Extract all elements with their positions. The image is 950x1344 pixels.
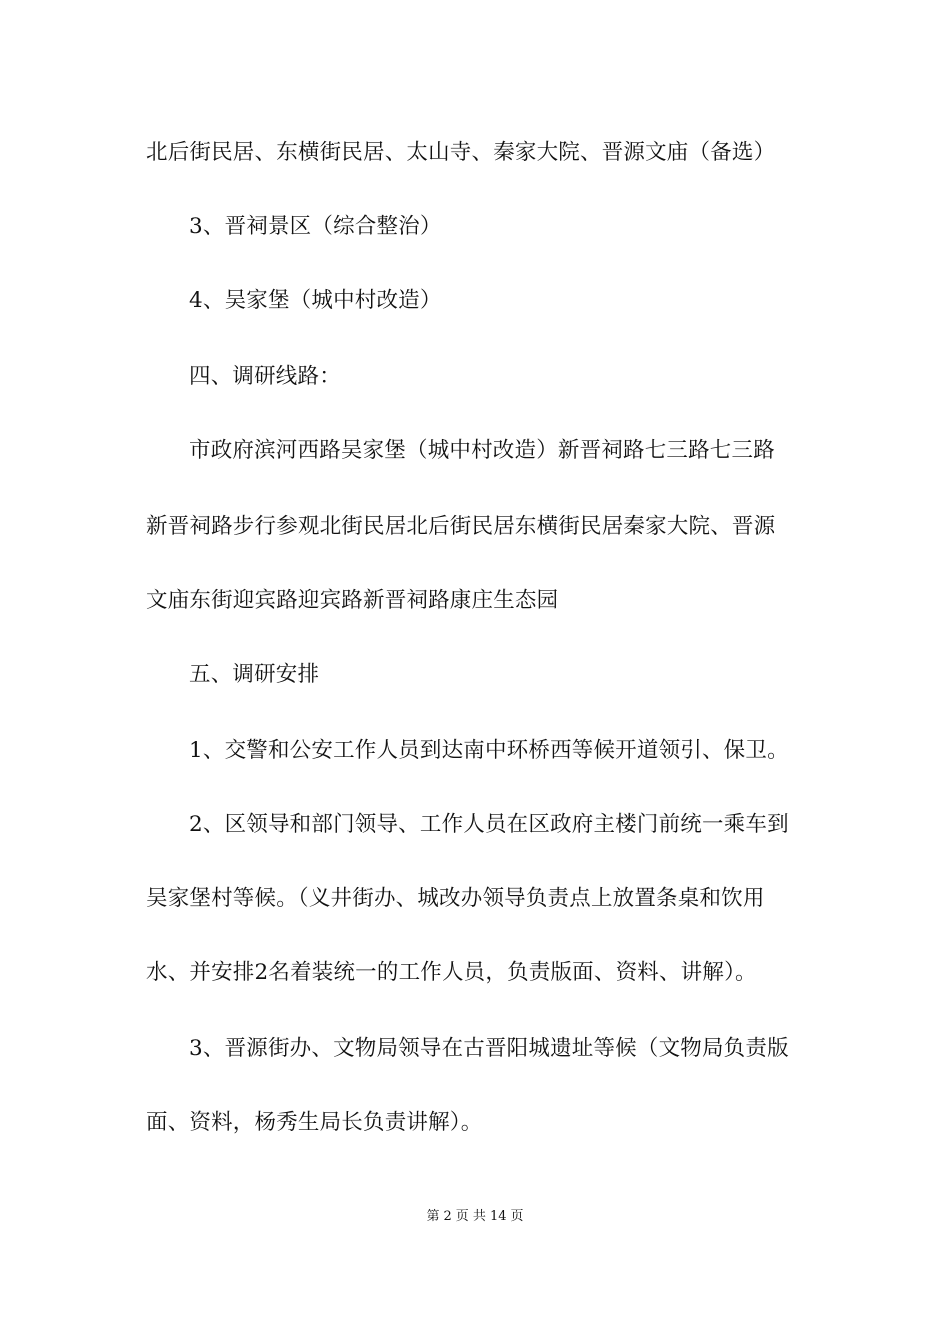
footer-middle: 页 共	[455, 1209, 486, 1224]
text-line: 4、吴家堡（城中村改造）	[189, 288, 442, 313]
text-line: 文庙东街迎宾路迎宾路新晋祠路康庄生态园	[146, 588, 559, 613]
text-line: 新晋祠路步行参观北街民居北后街民居东横街民居秦家大院、晋源	[146, 514, 776, 539]
text-line: 吴家堡村等候。（义井街办、城改办领导负责点上放置条桌和饮用	[146, 886, 765, 911]
text-line: 3、晋源街办、文物局领导在古晋阳城遗址等候（文物局负责版	[189, 1036, 789, 1061]
section-heading: 四、调研线路：	[189, 364, 341, 389]
text-line: 市政府滨河西路吴家堡（城中村改造）新晋祠路七三路七三路	[189, 438, 775, 463]
footer-page-number: 2	[443, 1209, 452, 1224]
footer-prefix: 第	[426, 1209, 440, 1224]
text-line: 水、并安排2名着装统一的工作人员，负责版面、资料、讲解）。	[146, 960, 757, 985]
footer-suffix: 页	[510, 1209, 524, 1224]
text-line: 面、资料，杨秀生局长负责讲解）。	[146, 1110, 483, 1135]
text-line: 1、交警和公安工作人员到达南中环桥西等候开道领引、保卫。	[189, 738, 789, 763]
text-line: 北后街民居、东横街民居、太山寺、秦家大院、晋源文庙（备选）	[146, 140, 776, 165]
text-line: 3、晋祠景区（综合整治）	[189, 214, 442, 239]
text-line: 2、区领导和部门领导、工作人员在区政府主楼门前统一乘车到	[189, 812, 789, 837]
footer-total-pages: 14	[489, 1209, 507, 1224]
section-heading: 五、调研安排	[189, 662, 320, 687]
page-footer	[0, 1208, 950, 1226]
